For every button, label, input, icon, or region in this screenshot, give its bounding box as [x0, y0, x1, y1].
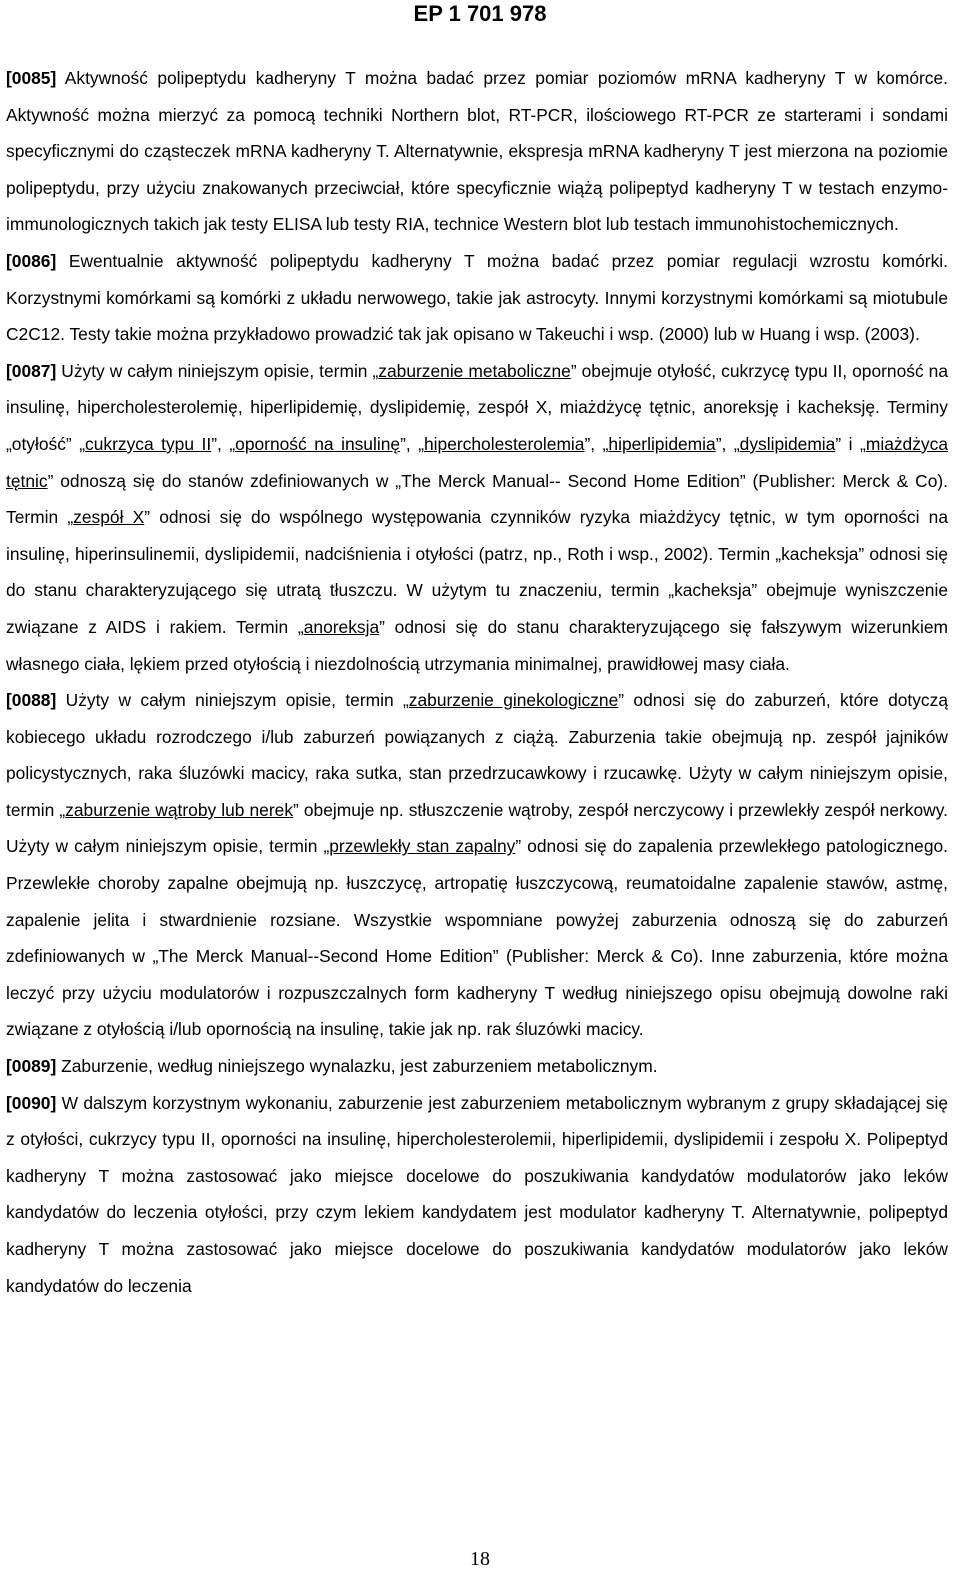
paragraph — [6, 60, 948, 243]
page-header — [0, 0, 960, 28]
paragraph-text: ” i „ — [835, 433, 866, 454]
paragraph-text: ” odnosi się do zapalenia przewlekłego patologicznego. Przewlekłe choroby zapalne obejmują np. łuszczycę, artropatię łuszczycową, reumatoidalne zapalenie stawów, astmę, zapalenie jelita i stwardnienie rozsiane. Wszystkie wspomniane powyżej zaburzenia odnoszą się do zaburzeń zdefiniowanych w „The Merck Manual--Second Home Edition” (Publisher: Merck & Co). Inne zaburzenia, które można leczyć przy użyciu modulatorów i rozpuszczalnych form kadheryny T według niniejszego opisu obejmują dowolne raki związane z otyłością i/lub opornością na insulinę, takie jak np. rak śluzówki macicy. — [6, 836, 948, 1040]
defined-term: zaburzenie ginekologiczne — [408, 690, 619, 711]
defined-term: miażdżyca tętnic — [6, 433, 948, 491]
paragraph-text: ”, „ — [715, 433, 740, 454]
paragraph-text: Aktywność polipeptydu kadheryny T można badać przez pomiar poziomów mRNA kadheryny T w komórce. Aktywność można mierzyć za pomocą techniki Northern blot, RT-PCR, ilościowego RT-PCR ze starterami i sondami specyficznymi do cząsteczek mRNA kadheryny T. Alternatywnie, ekspresja mRNA kadheryny T jest mierzona na poziomie polipeptydu, przy użyciu znakowanych przeciwciał, które specyficznie wiążą polipeptyd kadheryny T w testach enzymo-immunologicznych takich jak testy ELISA lub testy RIA, technice Western blot lub testach immunohistochemicznych. — [6, 68, 948, 235]
defined-term: hipercholesterolemia — [424, 433, 585, 454]
paragraph-text: Użyty w całym niniejszym opisie, termin „ — [56, 360, 379, 381]
paragraph-number: [0086] — [6, 250, 57, 271]
paragraph-text: Ewentualnie aktywność polipeptydu kadheryny T można badać przez pomiar regulacji wzrostu komórki. Korzystnymi komórkami są komórki z układu nerwowego, takie jak astrocyty. Innymi korzystnymi komórkami są miotubule C2C12. Testy takie można przykładowo prowadzić tak jak opisano w Takeuchi i wsp. (2000) lub w Huang i wsp. (2003). — [6, 250, 948, 345]
paragraph-text: ”, „ — [211, 433, 236, 454]
page-footer — [0, 1547, 960, 1571]
paragraph-text: ” odnosi się do stanu charakteryzującego się fałszywym wizerunkiem własnego ciała, lękiem przed otyłością i niezdolnością utrzymania minimalnej, prawidłowej masy ciała. — [6, 616, 948, 674]
defined-term: cukrzyca typu II — [85, 433, 212, 454]
paragraph-text: ”, „ — [584, 433, 609, 454]
defined-term: oporność na insulinę — [235, 433, 401, 454]
paragraph — [6, 682, 948, 1048]
defined-term: zaburzenie metaboliczne — [378, 360, 571, 381]
paragraph-text: ” obejmuje otyłość, cukrzycę typu II, oporność na insulinę, hipercholesterolemię, hiperlipidemię, dyslipidemię, zespół X, miażdżycę tętnic, anoreksję i kacheksję. Terminy „otyłość” „ — [6, 360, 948, 454]
defined-term: anoreksja — [303, 616, 380, 637]
paragraph-text: ” odnosi się do wspólnego występowania czynników ryzyka miażdżycy tętnic, w tym oporności na insulinę, hiperinsulinemii, dyslipidemii, nadciśnienia i otyłości (patrz, np., Roth i wsp., 2002). Termin „kacheksja” odnosi się do stanu charakteryzującego się utratą tłuszczu. W użytym tu znaczeniu, termin „kacheksja” obejmuje wyniszczenie związane z AIDS i rakiem. Termin „ — [6, 507, 948, 637]
paragraph-number: [0085] — [6, 68, 57, 88]
defined-term: przewlekły stan zapalny — [329, 836, 516, 857]
paragraph — [6, 243, 948, 353]
paragraph-text: ” odnoszą się do stanów zdefiniowanych w „The Merck Manual-- Second Home Edition” (Publisher: Merck & Co). Termin „ — [6, 470, 948, 528]
paragraph-number: [0090] — [6, 1092, 57, 1113]
paragraph-text: W dalszym korzystnym wykonaniu, zaburzenie jest zaburzeniem metabolicznym wybranym z grupy składającej się z otyłości, cukrzycy typu II, oporności na insulinę, hipercholesterolemii, hiperlipidemii, dyslipidemii i zespołu X. Polipeptyd kadheryny T można zastosować jako miejsce docelowe do poszukiwania kandydatów modulatorów jako leków kandydatów do leczenia otyłości, przy czym lekiem kandydatem jest modulator kadheryny T. Alternatywnie, polipeptyd kadheryny T można zastosować jako miejsce docelowe do poszukiwania kandydatów modulatorów jako leków kandydatów do leczenia — [6, 1092, 948, 1296]
paragraph-text: Zaburzenie, według niniejszego wynalazku, jest zaburzeniem metabolicznym. — [56, 1056, 658, 1077]
paragraph-text: ”, „ — [400, 433, 424, 454]
defined-term: dyslipidemia — [739, 433, 836, 454]
paragraph — [6, 1048, 948, 1085]
defined-term: zespół X — [73, 507, 145, 528]
page-number: 18 — [470, 1548, 490, 1570]
paragraph-text: Użyty w całym niniejszym opisie, termin „ — [56, 690, 409, 711]
paragraph-number: [0088] — [6, 690, 57, 711]
paragraph-text: ” obejmuje np. stłuszczenie wątroby, zespół nerczycowy i przewlekły zespół nerkowy. Użyty w całym niniejszym opisie, termin „ — [6, 799, 948, 857]
paragraph — [6, 1085, 948, 1305]
paragraph-number: [0089] — [6, 1056, 57, 1077]
paragraph — [6, 353, 948, 682]
paragraph-text: ” odnosi się do zaburzeń, które dotyczą kobiecego układu rozrodczego i/lub zaburzeń powiązanych z ciążą. Zaburzenia takie obejmują np. zespół jajników policystycznych, raka śluzówki macicy, raka sutka, stan przedrzucawkowy i rzucawkę. Użyty w całym niniejszym opisie, termin „ — [6, 690, 948, 820]
defined-term: zaburzenie wątroby lub nerek — [65, 799, 294, 820]
paragraph-number: [0087] — [6, 360, 57, 381]
document-body — [6, 60, 948, 1304]
defined-term: hiperlipidemia — [608, 433, 716, 454]
patent-number: EP 1 701 978 — [413, 1, 547, 26]
